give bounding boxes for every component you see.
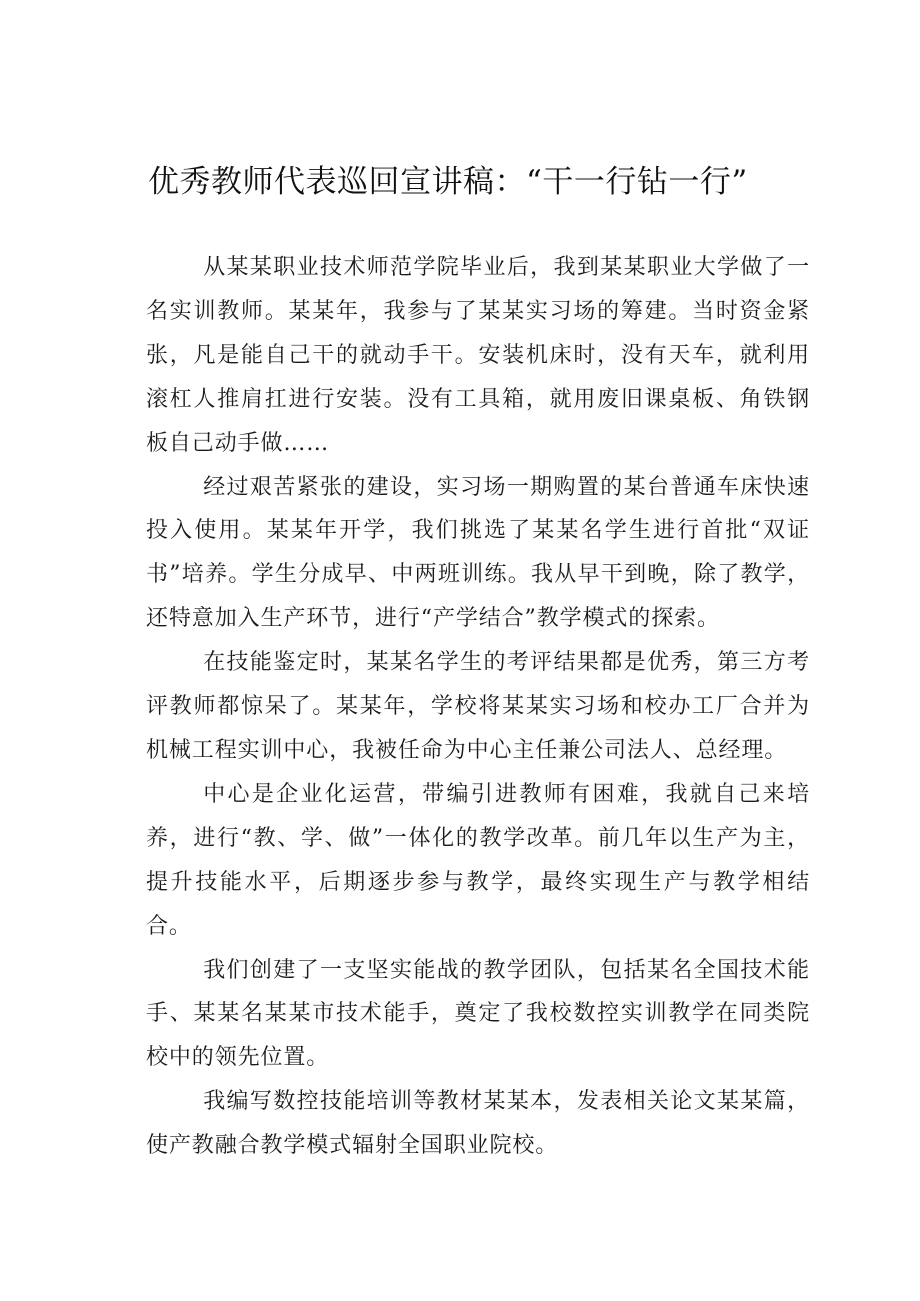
paragraph: 经过艰苦紧张的建设，实习场一期购置的某台普通车床快速投入使用。某某年开学，我们挑选了某某名学生进行首批“双证书”培养。学生分成早、中两班训练。我从早干到晚，除了教学，还特意加入生产环节，进行“产学结合”教学模式的探索。: [146, 474, 810, 632]
document-title: 优秀教师代表巡回宣讲稿：“干一行钻一行”: [148, 164, 748, 200]
paragraph: 我编写数控技能培训等教材某某本，发表相关论文某某篇，使产教融合教学模式辐射全国职业院校。: [146, 1089, 810, 1159]
paragraph: 我们创建了一支坚实能战的教学团队，包括某名全国技术能手、某某名某某市技术能手，奠定了我校数控实训教学在同类院校中的领先位置。: [146, 957, 810, 1071]
paragraph: 中心是企业化运营，带编引进教师有困难，我就自己来培养，进行“教、学、做”一体化的教学改革。前几年以生产为主，提升技能水平，后期逐步参与教学，最终实现生产与教学相结合。: [146, 781, 810, 939]
paragraph: 从某某职业技术师范学院毕业后，我到某某职业大学做了一名实训教师。某某年，我参与了某某实习场的筹建。当时资金紧张，凡是能自己干的就动手干。安装机床时，没有天车，就利用滚杠人推肩扛进行安装。没有工具箱，就用废旧课桌板、角铁钢板自己动手做……: [146, 255, 810, 456]
paragraph: 在技能鉴定时，某某名学生的考评结果都是优秀，第三方考评教师都惊呆了。某某年，学校将某某实习场和校办工厂合并为机械工程实训中心，我被任命为中心主任兼公司法人、总经理。: [146, 650, 810, 763]
document-body: [146, 246, 810, 1168]
